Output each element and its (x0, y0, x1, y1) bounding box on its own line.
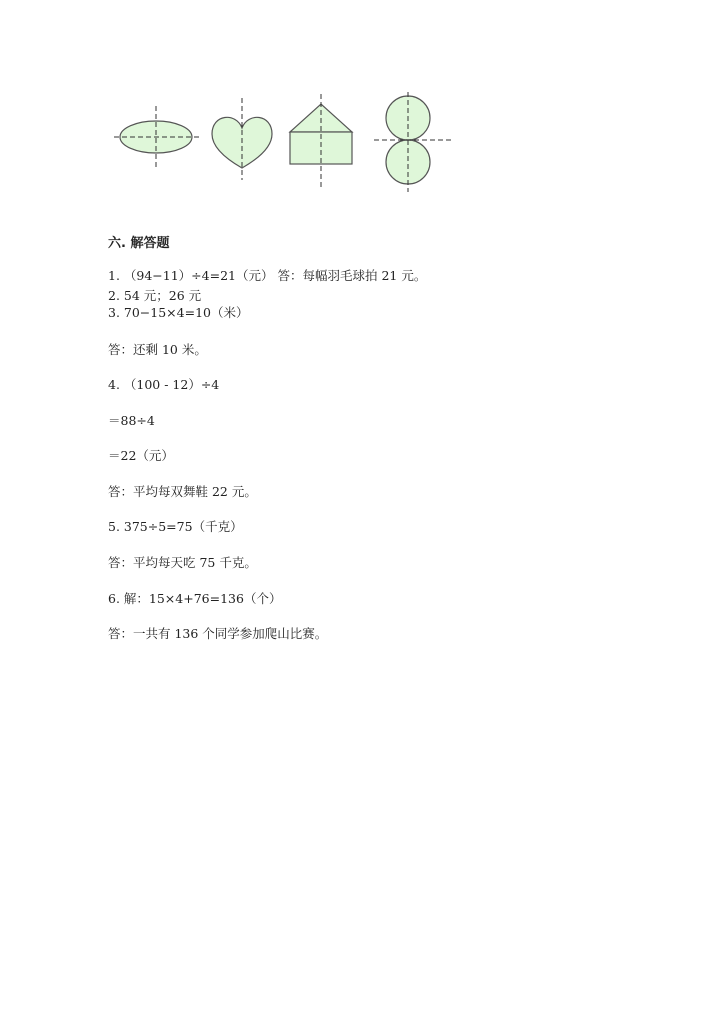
answer-3: 3. 70−15×4=10（米） (108, 305, 249, 320)
answer-4: 4. （100 - 12）÷4 (108, 377, 220, 392)
answer-6-conclusion: 答：一共有 136 个同学参加爬山比赛。 (108, 626, 328, 641)
section-title: 六. 解答题 (108, 236, 170, 251)
answer-4-step-1: ＝88÷4 (108, 413, 155, 428)
answer-5-conclusion: 答：平均每天吃 75 千克。 (108, 555, 257, 570)
answer-5: 5. 375÷5=75（千克） (108, 519, 243, 534)
figure-eight-figure (374, 92, 452, 192)
answer-6: 6. 解：15×4+76=136（个） (108, 591, 282, 606)
answer-4-step-2: ＝22（元） (108, 448, 174, 463)
heart-figure (212, 98, 272, 180)
answer-3-conclusion: 答：还剩 10 米。 (108, 342, 207, 357)
symmetry-figures (100, 92, 480, 202)
house-figure (290, 94, 352, 190)
ellipse-figure (114, 106, 200, 168)
answer-1: 1. （94−11）÷4=21（元） 答：每幅羽毛球拍 21 元。 (108, 268, 427, 283)
answer-2: 2. 54 元；26 元 (108, 288, 202, 303)
answer-4-conclusion: 答：平均每双舞鞋 22 元。 (108, 484, 257, 499)
